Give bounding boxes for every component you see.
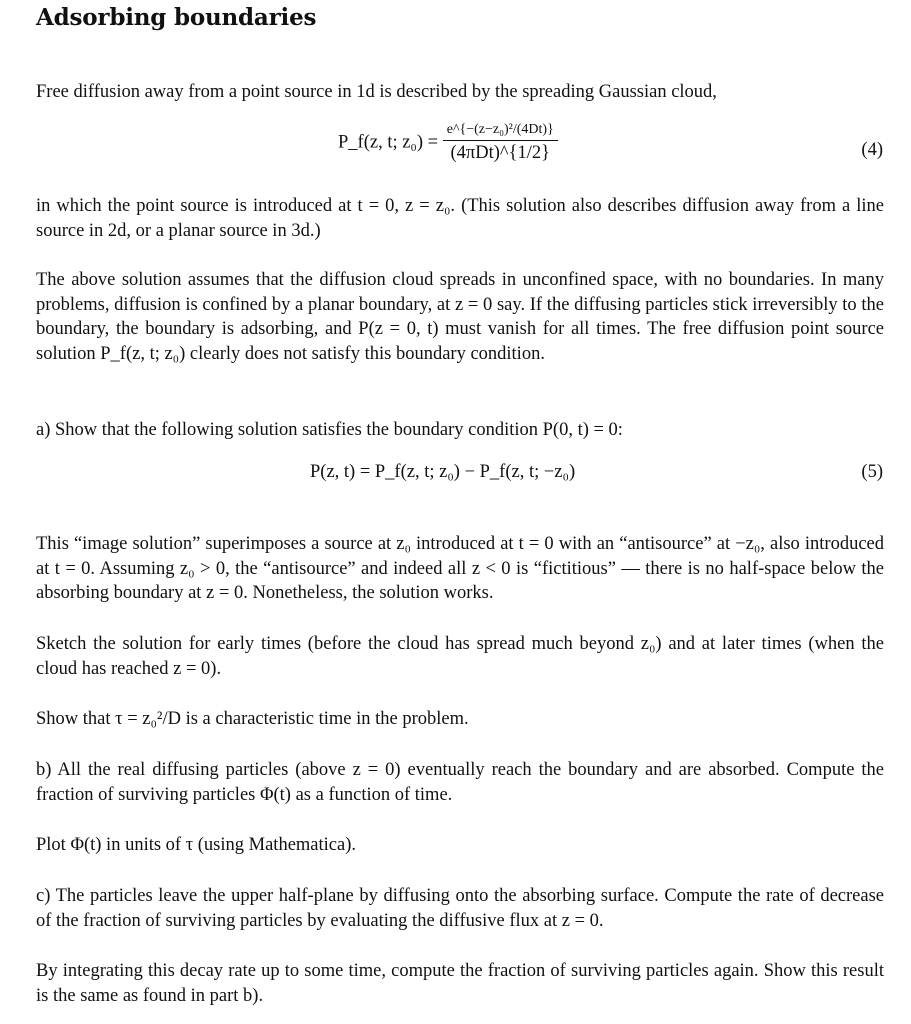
equation-5-number: (5) bbox=[861, 462, 883, 482]
plot-paragraph: Plot Φ(t) in units of τ (using Mathematica). bbox=[36, 835, 356, 855]
equation-4-numerator: e^{−(z−z₀)²/(4Dt)} bbox=[443, 122, 558, 141]
equation-4-fraction bbox=[443, 122, 558, 164]
sketch-paragraph: Sketch the solution for early times (before the cloud has spread much beyond z₀) and at later times (when the cloud has reached z = 0). bbox=[36, 634, 884, 679]
characteristic-time-paragraph: Show that τ = z₀²/D is a characteristic time in the problem. bbox=[36, 709, 469, 729]
boundary-paragraph: The above solution assumes that the diffusion cloud spreads in unconfined space, with no boundaries. In many problems, diffusion is confined by a planar boundary, at z = 0 say. If the diffusing particles stick irreversibly to the boundary, the boundary is adsorbing, and P(z = 0, t) must vanish for all times. The free diffusion point source solution P_f(z, t; z₀) clearly does not satisfy this boundary condition. bbox=[36, 270, 884, 365]
equation-5-body: P(z, t) = P_f(z, t; z₀) − P_f(z, t; −z₀) bbox=[310, 462, 576, 482]
source-paragraph: in which the point source is introduced at t = 0, z = z₀. (This solution also describes diffusion away from a line source in 2d, or a planar source in 3d.) bbox=[36, 196, 884, 241]
part-a-paragraph: a) Show that the following solution satisfies the boundary condition P(0, t) = 0: bbox=[36, 420, 623, 440]
equation-4-number: (4) bbox=[861, 140, 883, 160]
equation-4 bbox=[0, 118, 911, 178]
part-b-paragraph: b) All the real diffusing particles (above z = 0) eventually reach the boundary and are absorbed. Compute the fraction of surviving particles Φ(t) as a function of time. bbox=[36, 760, 884, 805]
equation-4-lhs: P_f(z, t; z₀) = bbox=[338, 132, 439, 153]
image-solution-paragraph: This “image solution” superimposes a source at z₀ introduced at t = 0 with an “antisource” at −z₀, also introduced at t = 0. Assuming z₀ > 0, the “antisource” and indeed all z < 0 is “fictitious” — there is no half-space below the absorbing boundary at z = 0. Nonetheless, the solution works. bbox=[36, 534, 884, 604]
equation-5 bbox=[0, 462, 911, 490]
equation-4-denominator: (4πDt)^{1/2} bbox=[450, 143, 551, 163]
intro-paragraph: Free diffusion away from a point source in 1d is described by the spreading Gaussian cloud, bbox=[36, 82, 717, 102]
integration-paragraph: By integrating this decay rate up to some time, compute the fraction of surviving particles again. Show this result is the same as found in part b). bbox=[36, 961, 884, 1006]
section-title: Adsorbing boundaries bbox=[36, 4, 317, 31]
part-c-paragraph: c) The particles leave the upper half-plane by diffusing onto the absorbing surface. Compute the rate of decrease of the fraction of surviving particles by evaluating the diffusive flux at z = 0. bbox=[36, 886, 884, 931]
